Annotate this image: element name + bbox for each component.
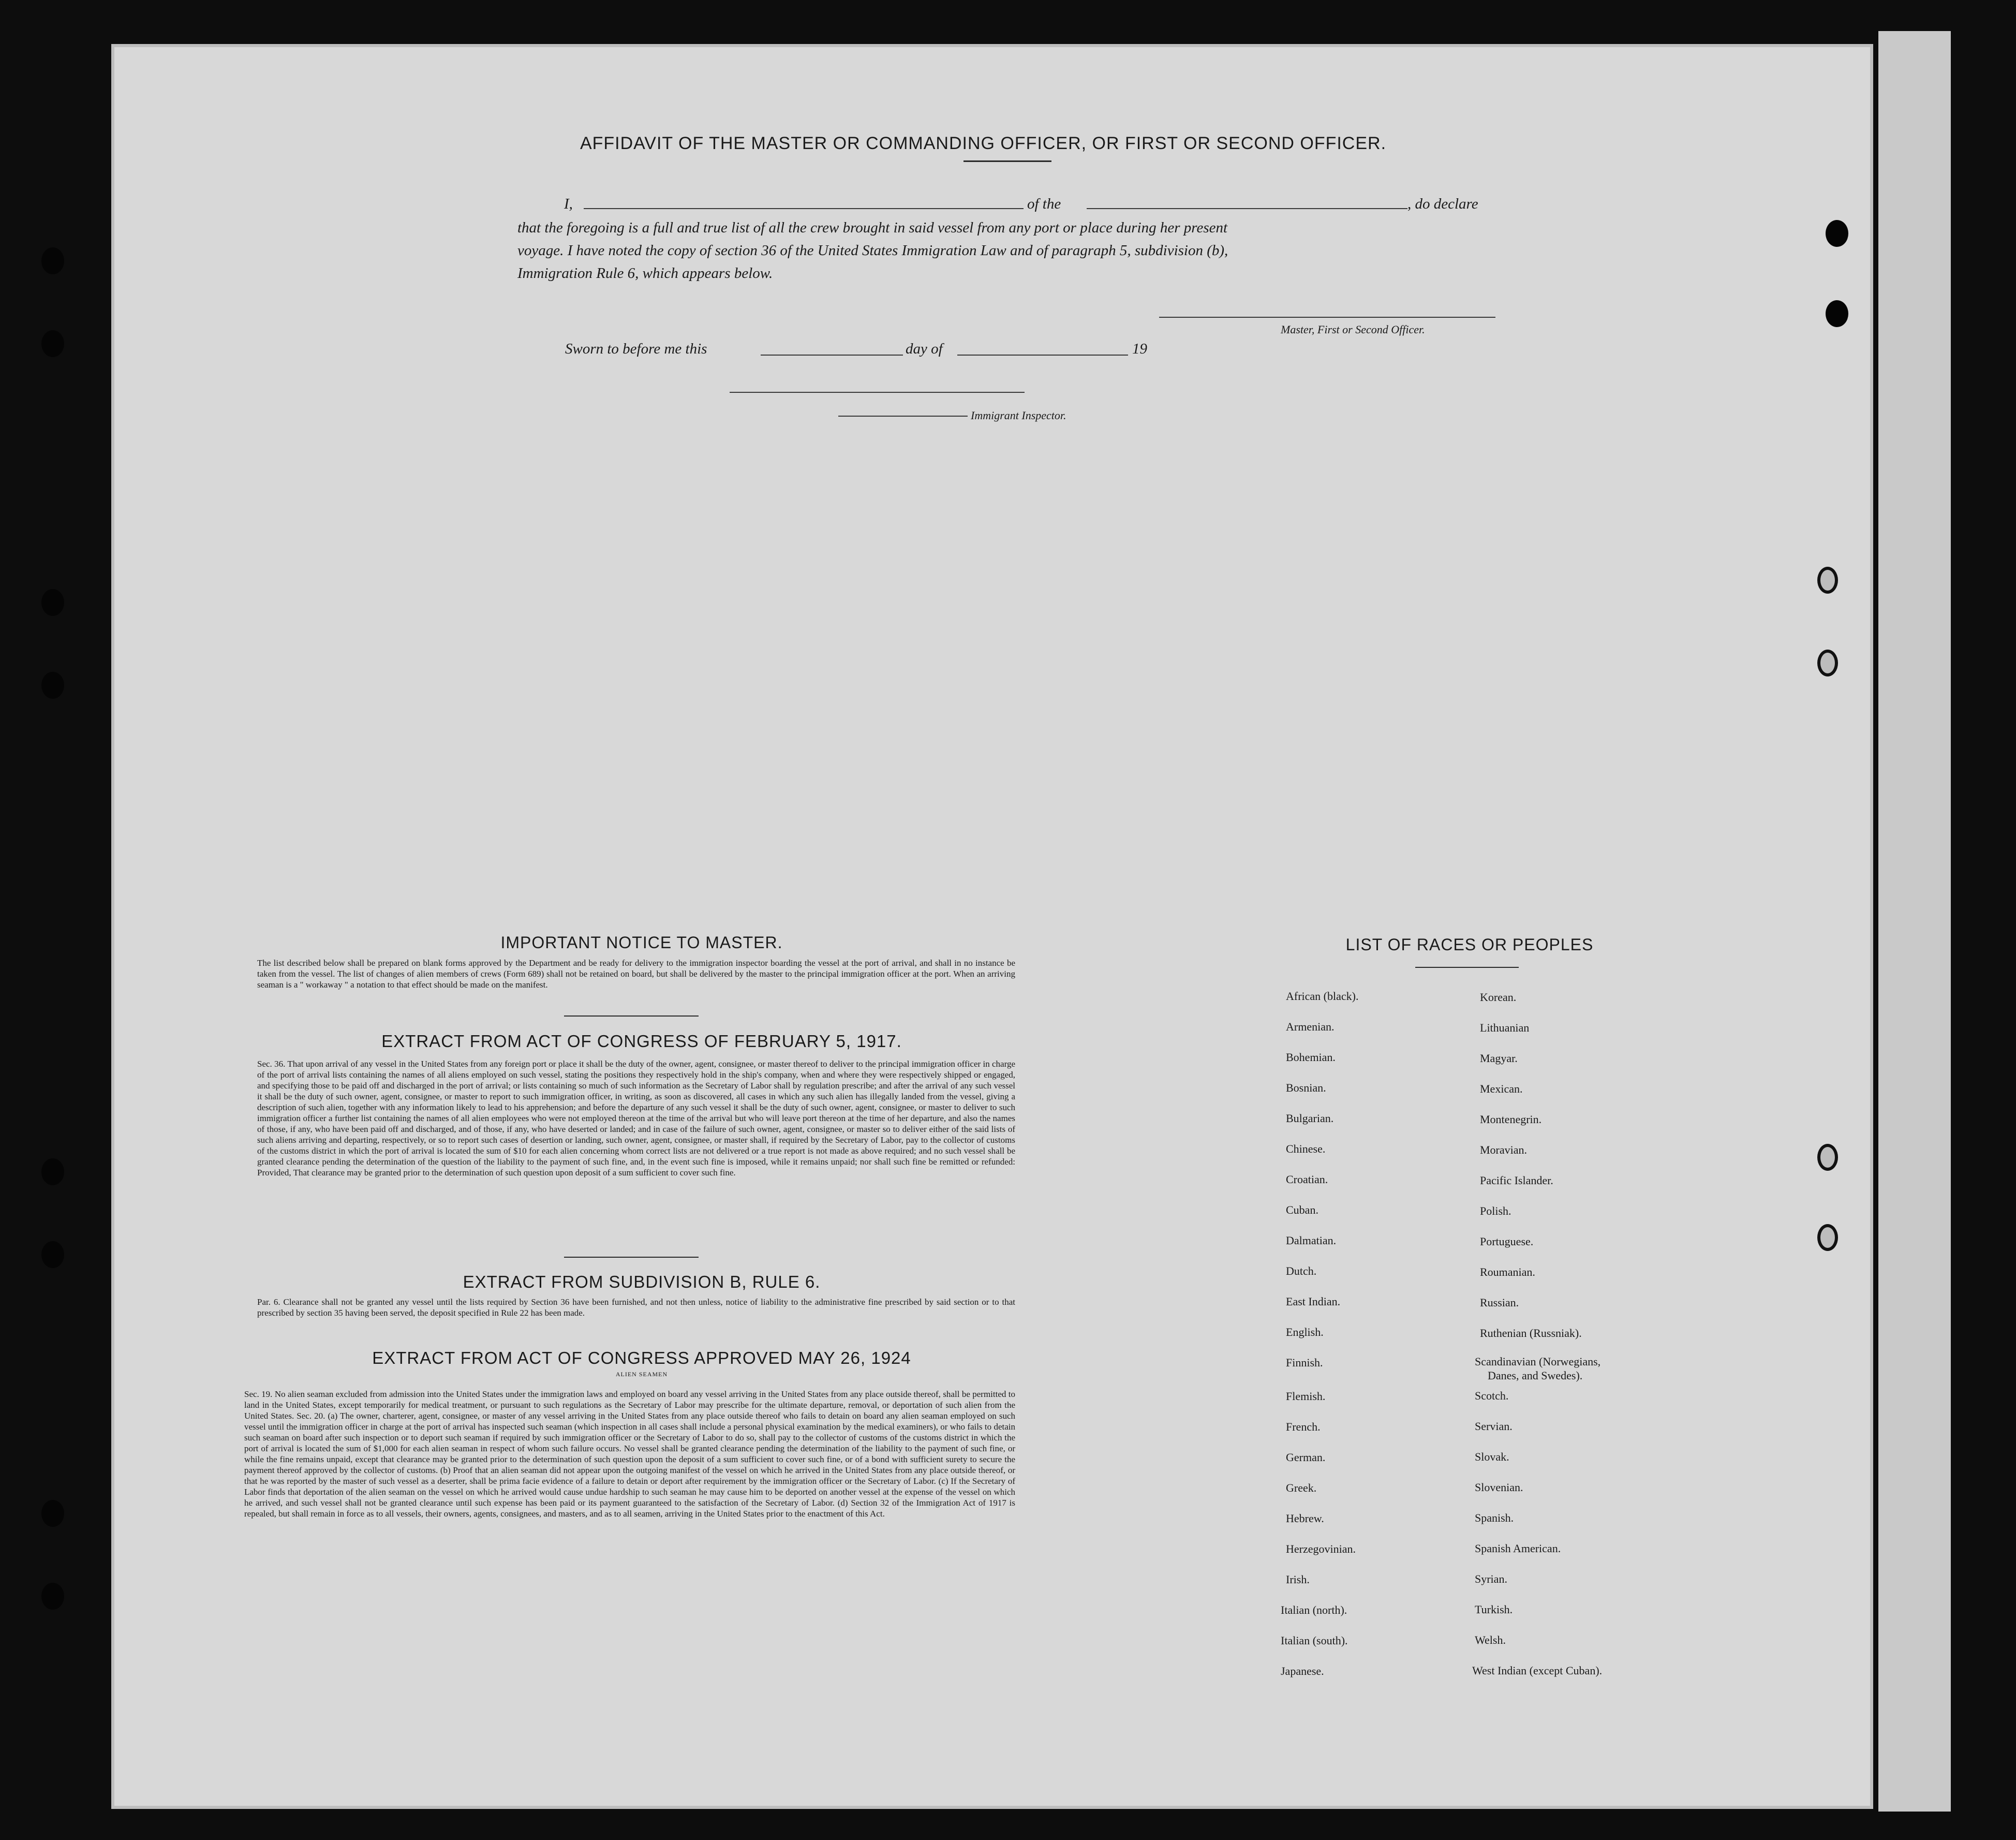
race-item: Hebrew. [1286, 1512, 1324, 1525]
race-item: Spanish American. [1475, 1542, 1561, 1555]
binder-hole [41, 1158, 64, 1185]
binder-hole [41, 330, 64, 357]
inspector-signature-field-2[interactable] [838, 416, 968, 417]
binder-hole [41, 672, 64, 699]
race-item: Montenegrin. [1480, 1113, 1542, 1126]
declarant-label: I, [564, 196, 573, 212]
race-item: Magyar. [1480, 1052, 1518, 1065]
race-item: Herzegovinian. [1286, 1542, 1356, 1555]
race-item: French. [1286, 1420, 1321, 1433]
binder-hole [1826, 220, 1848, 247]
extract-1917-title: EXTRACT FROM ACT OF CONGRESS OF FEBRUARY 5, 1917. [381, 1032, 902, 1051]
race-item: Lithuanian [1480, 1021, 1530, 1034]
binder-hole [1817, 1144, 1838, 1171]
sworn-day-field[interactable] [761, 355, 903, 356]
back-sheet-edge [1878, 31, 1951, 1812]
binder-hole [1817, 1224, 1838, 1251]
race-item: East Indian. [1286, 1295, 1341, 1308]
race-item: Dalmatian. [1286, 1234, 1337, 1247]
extract-rule6-body: Par. 6. Clearance shall not be granted any vessel until the lists required by Section 36 have been furnished, and not then unless, notice of liability to the administrative fine prescribed by said section or to that prescribed by section 35 having been served, the deposit specified in Rule 22 has been made. [257, 1297, 1015, 1318]
extract-rule6-title: EXTRACT FROM SUBDIVISION B, RULE 6. [463, 1272, 821, 1291]
race-item: Greek. [1286, 1481, 1317, 1494]
race-item: Syrian. [1475, 1572, 1507, 1585]
extract-1924-subtitle: ALIEN SEAMEN [615, 1371, 668, 1378]
race-item: Flemish. [1286, 1390, 1326, 1403]
race-item: Italian (north). [1281, 1603, 1347, 1616]
race-item: Korean. [1480, 991, 1517, 1004]
vessel-name-field[interactable] [1087, 208, 1407, 209]
divider [564, 1257, 699, 1258]
binder-hole [41, 1241, 64, 1268]
races-underline [1415, 967, 1519, 968]
divider [564, 1015, 699, 1017]
race-item: Servian. [1475, 1420, 1513, 1433]
race-item: Irish. [1286, 1573, 1310, 1586]
sworn-label: Sworn to before me this [565, 341, 707, 357]
race-item: West Indian (except Cuban). [1472, 1664, 1603, 1677]
master-signature-caption: Master, First or Second Officer. [1281, 323, 1425, 336]
year-label: 19 [1132, 341, 1147, 357]
inspector-signature-field[interactable] [730, 392, 1025, 393]
binder-hole [1826, 300, 1848, 327]
title-underline [963, 160, 1051, 162]
race-item: Russian. [1480, 1296, 1519, 1309]
race-item: German. [1286, 1451, 1326, 1464]
race-item: Bosnian. [1286, 1081, 1326, 1094]
race-item: Finnish. [1286, 1356, 1323, 1369]
race-item: Ruthenian (Russniak). [1480, 1327, 1582, 1339]
race-item: Italian (south). [1281, 1634, 1348, 1647]
binder-hole [41, 1500, 64, 1527]
affidavit-line-1: that the foregoing is a full and true list of all the crew brought in said vessel from any port or place during her present [517, 219, 1228, 236]
affidavit-line-3: Immigration Rule 6, which appears below. [517, 265, 773, 282]
race-item: Bohemian. [1286, 1051, 1336, 1064]
race-item: Slovak. [1475, 1450, 1509, 1463]
race-item: Moravian. [1480, 1143, 1528, 1156]
notice-title: IMPORTANT NOTICE TO MASTER. [500, 933, 783, 952]
binder-hole [1817, 650, 1838, 676]
form-page [111, 44, 1873, 1809]
extract-1924-body: Sec. 19. No alien seaman excluded from admission into the United States under the immigration laws and employed on board any vessel arriving in the United States from any place outside thereof, shall be permitted to land in the United States, except temporarily for medical treatment, or pursuant to such regulations as the Secretary of Labor may prescribe for the ultimate departure, removal, or deportation of such alien from the United States. Sec. 20. (a) The owner, charterer, agent, consignee, or master of any vessel arriving in the United States from any place outside thereof who fails to detain on board any alien seaman employed on such vessel until the immigration officer in charge at the port of arrival has inspected such seaman (which inspection in all cases shall include a personal physical examination by the medical examiners), or who fails to detain such seaman on board after such inspection or to deport such seaman if required by such immigration officer or the Secretary of Labor to do so, shall pay to the collector of customs of the customs district in which the port of arrival is located the sum of $1,000 for each alien seaman in respect of whom such failure occurs. No vessel shall be granted clearance pending the determination of the liability to the payment of such fine, or while the fine remains unpaid, except that clearance may be granted prior to the determination of such question upon the deposit of a sum sufficient to cover such fine, or of a bond with sufficient surety to secure the payment thereof approved by the collector of customs. (b) Proof that an alien seaman did not appear upon the outgoing manifest of the vessel on which he arrived in the United States from any place outside thereof, or that he was reported by the master of such vessel as a deserter, shall be prima facie evidence of a failure to detain or deport after requirement by the immigration officer or the Secretary of Labor. (c) If the Secretary of Labor finds that deportation of the alien seaman on the vessel on which he arrived would cause undue hardship to such seaman he may cause him to be deported on another vessel at the expense of the vessel on which he arrived, and such vessel shall not be granted clearance until such expense has been paid or its payment guaranteed to the satisfaction of the Secretary of Labor. (d) Section 32 of the Immigration Act of 1917 is repealed, but shall remain in force as to all vessels, their owners, agents, consignees, and masters, and as to all seamen, arriving in the United States prior to the enactment of this Act. [244, 1389, 1015, 1519]
race-item: Mexican. [1480, 1082, 1523, 1095]
race-item: Dutch. [1286, 1264, 1317, 1277]
extract-1917-body: Sec. 36. That upon arrival of any vessel in the United States from any foreign port or place it shall be the duty of the owner, agent, consignee, or master thereof to deliver to the principal immigration officer in charge of the port of arrival lists containing the names of all aliens employed on such vessel, stating the positions they respectively hold in the ship's company, when and where they were respectively shipped or engaged, and specifying those to be paid off and discharged in the port of arrival; or lists containing so much of such information as the Secretary of Labor shall by regulation prescribe; and after the arrival of any such vessel it shall be the duty of such owner, agent, consignee, or master to report to such immigration officer, in writing, as soon as discovered, all cases in which any such alien has illegally landed from the vessel, giving a description of such alien, together with any information likely to lead to his apprehension; and before the departure of any such vessel it shall be the duty of such owner, agent, consignee, or master to deliver to such immigration officer a further list containing the names of all alien employees who were not employed thereon at the time of the arrival but who will leave port thereon at the time of her departure, and also the names of those, if any, who have been paid off and discharged, and of those, if any, who have deserted or landed; and in case of the failure of such owner, agent, consignee, or master so to deliver either of the said lists of such aliens arriving and departing, respectively, or so to report such cases of desertion or landing, such owner, agent, consignee, or master shall, if required by the Secretary of Labor, pay to the collector of customs of the customs district in which the port of arrival is located the sum of $10 for each alien concerning whom correct lists are not delivered or a true report is not made as above required; and no such vessel shall be granted clearance pending the determination of the question of the liability to the payment of such fine, and, in the event such fine is imposed, while it remains unpaid; nor shall such fine be remitted or refunded: Provided, That clearance may be granted prior to the determination of such question upon deposit of a sum sufficient to cover such fine. [257, 1059, 1015, 1177]
master-signature-field[interactable] [1159, 317, 1495, 318]
race-item: Portuguese. [1480, 1235, 1534, 1248]
race-item: Pacific Islander. [1480, 1174, 1553, 1187]
race-item: English. [1286, 1326, 1324, 1338]
affidavit-line-2: voyage. I have noted the copy of section 36 of the United States Immigration Law and of paragraph 5, subdivision (b), [517, 242, 1228, 259]
race-item: Roumanian. [1480, 1265, 1535, 1278]
binder-hole [41, 1583, 64, 1610]
race-item: Bulgarian. [1286, 1112, 1334, 1125]
race-item: African (black). [1286, 990, 1359, 1003]
race-item: Japanese. [1281, 1665, 1324, 1677]
sworn-month-field[interactable] [957, 355, 1128, 356]
race-item: Turkish. [1475, 1603, 1513, 1616]
extract-1924-title: EXTRACT FROM ACT OF CONGRESS APPROVED MAY 26, 1924 [372, 1348, 911, 1367]
declarant-name-field[interactable] [584, 208, 1024, 209]
notice-body: The list described below shall be prepared on blank forms approved by the Department and be ready for delivery to the immigration inspector boarding the vessel at the port of arrival, and shall in no instance be taken from the vessel. The list of changes of alien members of crews (Form 689) shall not be retained on board, but shall be delivered by the master to the principal immigration officer at the port. When an arriving seaman is a " workaway " a notation to that effect should be made on the manifest. [257, 958, 1015, 990]
race-item: Armenian. [1286, 1020, 1335, 1033]
races-title: LIST OF RACES OR PEOPLES [1345, 935, 1594, 954]
affidavit-title: AFFIDAVIT OF THE MASTER OR COMMANDING OFFICER, OR FIRST OR SECOND OFFICER. [580, 134, 1387, 153]
race-item: Scandinavian (Norwegians, [1475, 1355, 1601, 1368]
race-item: Chinese. [1286, 1142, 1326, 1155]
race-item: Croatian. [1286, 1173, 1328, 1186]
race-item: Danes, and Swedes). [1488, 1369, 1583, 1382]
day-of-label: day of [906, 341, 943, 357]
race-item: Scotch. [1475, 1389, 1509, 1402]
vessel-label: of the [1027, 196, 1061, 212]
inspector-caption: Immigrant Inspector. [971, 409, 1066, 422]
race-item: Welsh. [1475, 1633, 1506, 1646]
race-item: Spanish. [1475, 1511, 1514, 1524]
binder-hole [41, 247, 64, 274]
binder-hole [41, 589, 64, 616]
declare-label: , do declare [1407, 196, 1478, 212]
binder-hole [1817, 567, 1838, 594]
race-item: Slovenian. [1475, 1481, 1523, 1494]
race-item: Polish. [1480, 1204, 1511, 1217]
race-item: Cuban. [1286, 1203, 1318, 1216]
